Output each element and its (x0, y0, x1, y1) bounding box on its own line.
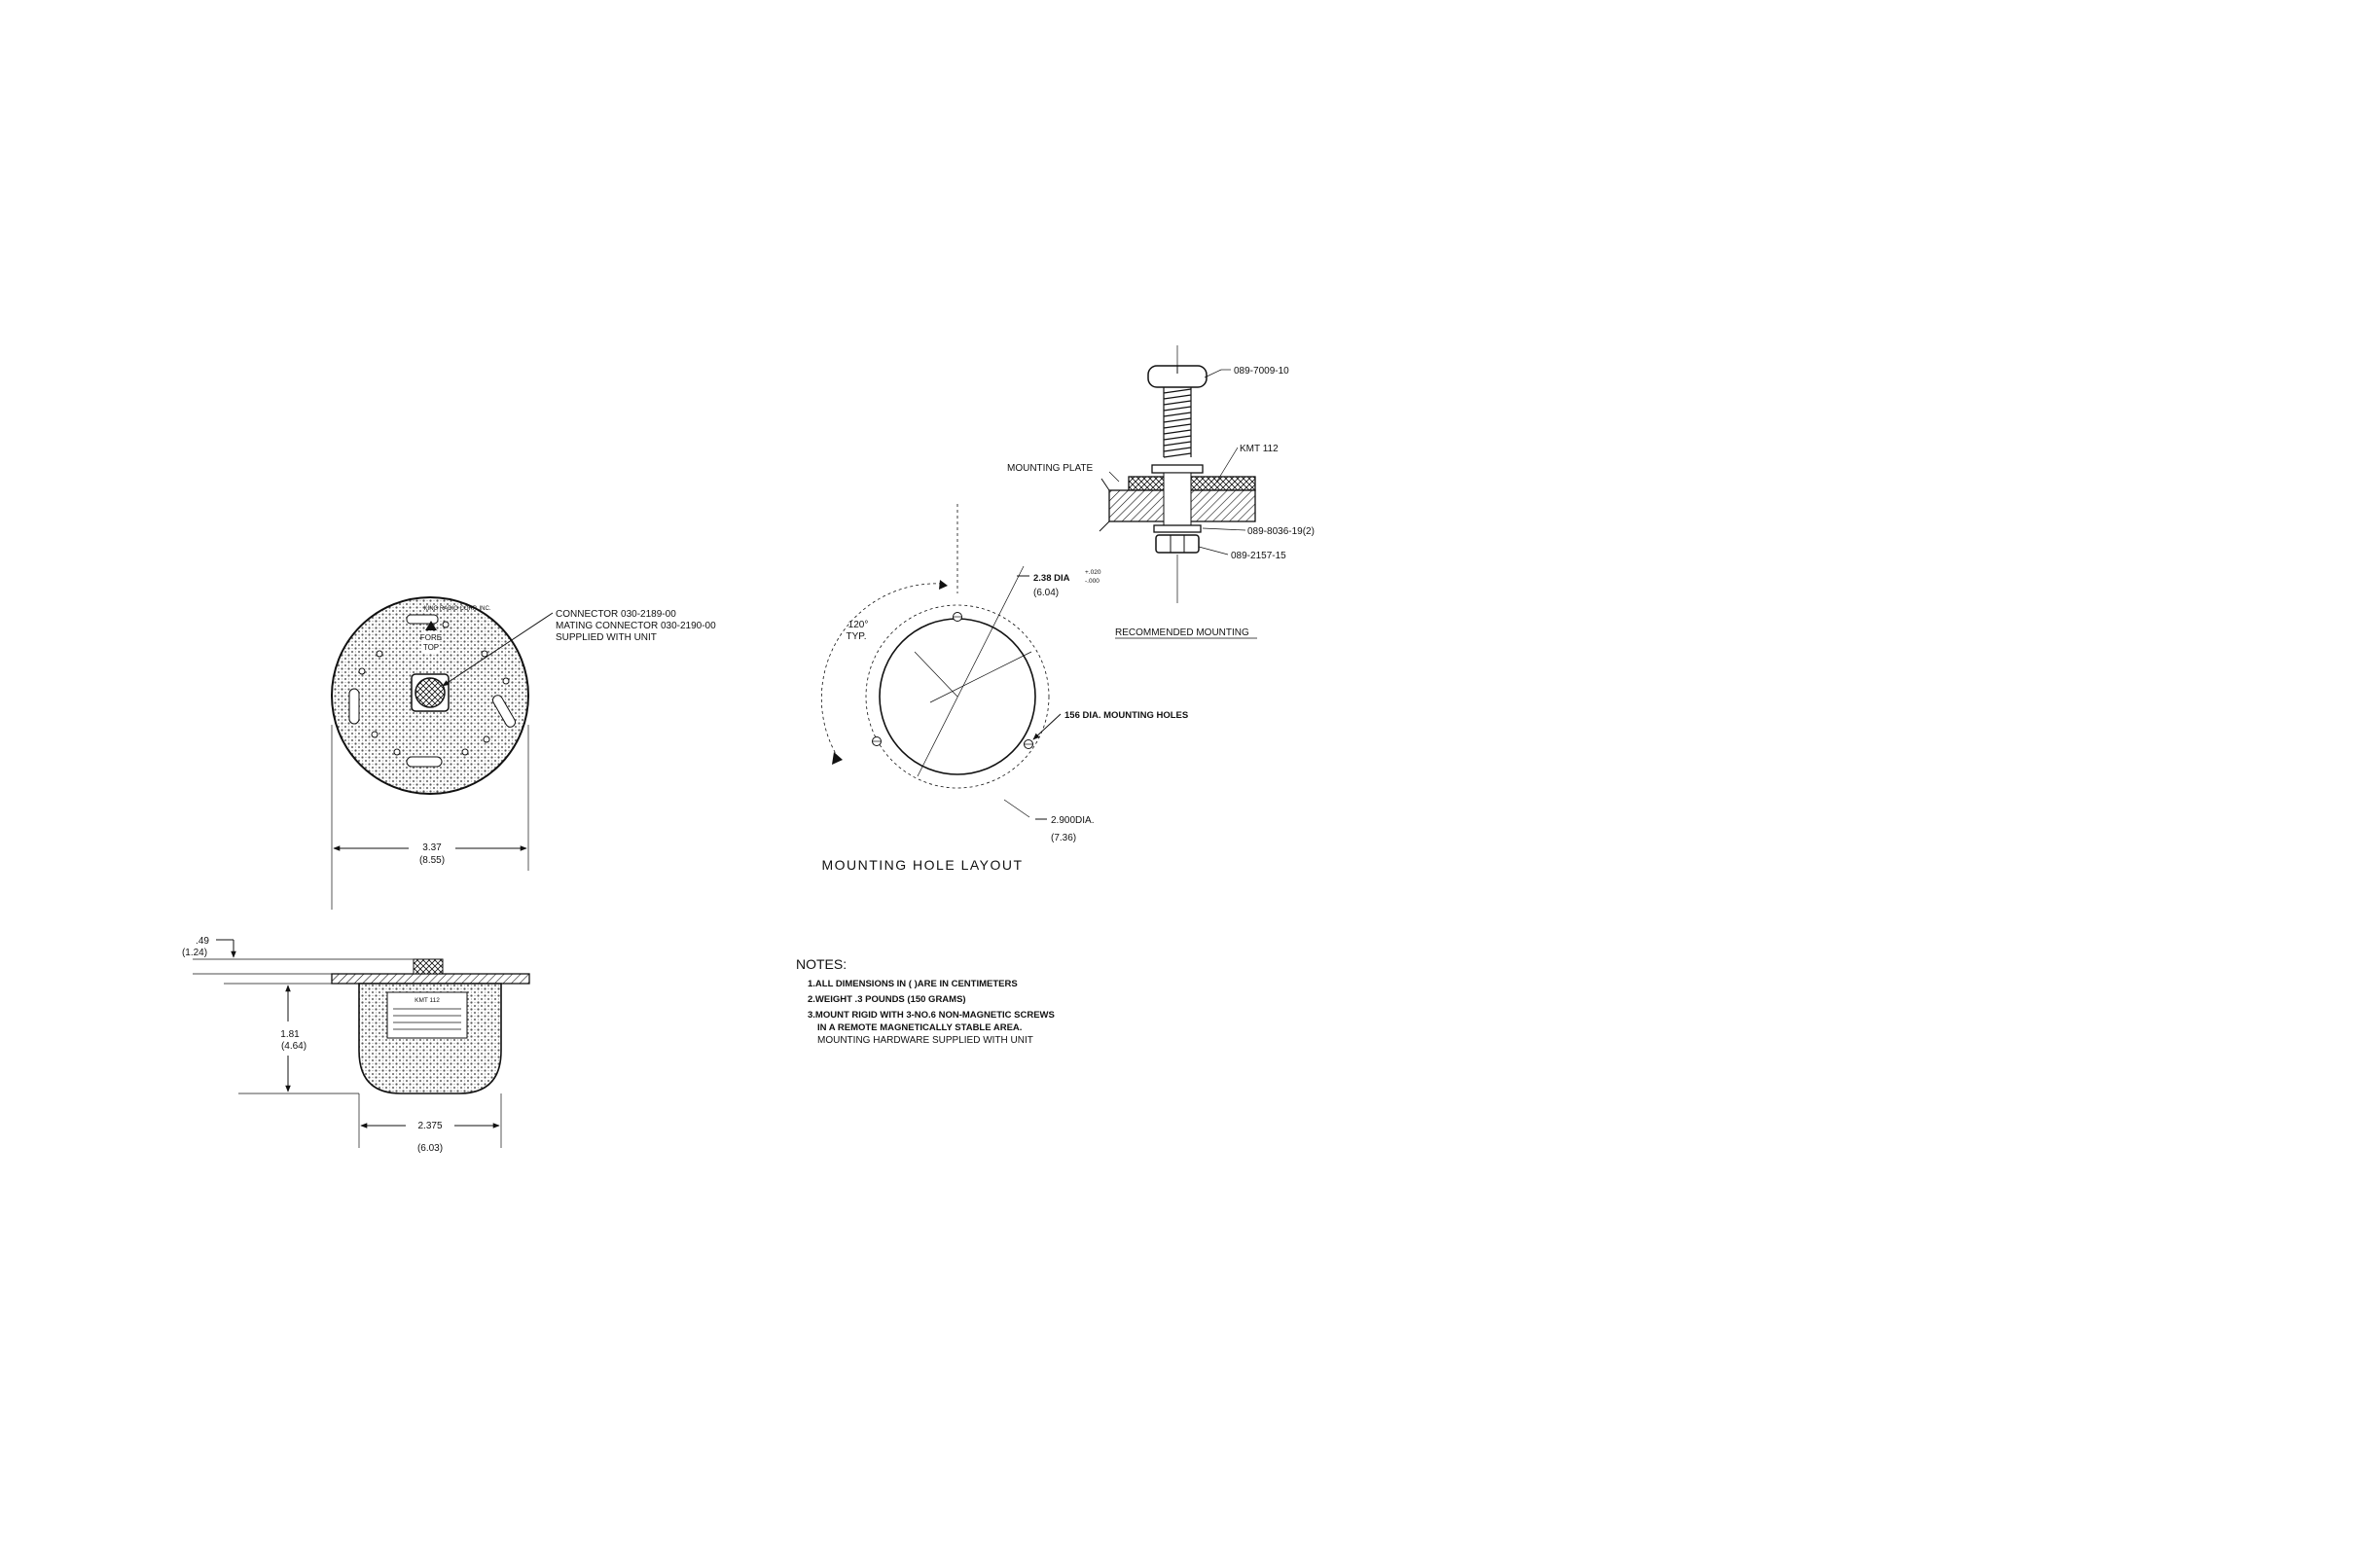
side-flange (332, 974, 529, 984)
connector-label: CONNECTOR 030-2189-00 (556, 609, 676, 620)
mounting-hole (377, 651, 382, 657)
note-1: 1.ALL DIMENSIONS IN ( )ARE IN CENTIMETERS (808, 979, 1018, 989)
angle-typ-label: TYP. (846, 631, 867, 642)
note-2: 2.WEIGHT .3 POUNDS (150 GRAMS) (808, 994, 966, 1005)
flange-dim-cm: (1.24) (181, 948, 208, 958)
screw-thread (1164, 387, 1191, 457)
top-width-in: 3.37 (422, 842, 442, 853)
mounting-slot (349, 689, 359, 724)
id-plate-title: KMT 112 (415, 997, 440, 1004)
unit-label: KMT 112 (1240, 444, 1279, 454)
connector-icon (415, 678, 445, 707)
mount-holes-label: 156 DIA. MOUNTING HOLES (1064, 710, 1189, 721)
supplied-label: SUPPLIED WITH UNIT (556, 632, 657, 643)
top-slot (407, 615, 438, 624)
side-width-in: 2.375 (417, 1121, 443, 1131)
washer-part-label: 089-8036-19(2) (1247, 526, 1315, 537)
mounting-hole (372, 732, 378, 737)
circle-dia-cm: (7.36) (1051, 833, 1077, 843)
notes-heading: NOTES: (796, 956, 847, 972)
center-dia-tol-plus: +.020 (1085, 569, 1101, 576)
mounting-hole (503, 678, 509, 684)
note-3-hardware: MOUNTING HARDWARE SUPPLIED WITH UNIT (817, 1035, 1033, 1046)
mounting-slot (407, 757, 442, 767)
upper-washer (1152, 465, 1203, 473)
face-label-top: TOP (422, 643, 440, 652)
angle-label: 120° (847, 620, 869, 630)
center-dia-tol-minus: -.000 (1085, 578, 1100, 585)
notes (796, 956, 1055, 1046)
unit-flange (1129, 477, 1255, 490)
side-view (182, 936, 529, 1154)
center-dia-cm: (6.04) (1033, 588, 1060, 598)
screw-part-label: 089-7009-10 (1234, 366, 1289, 376)
top-view (332, 597, 716, 910)
mounting-hole (462, 749, 468, 755)
height-dim-cm: (4.64) (280, 1041, 307, 1052)
mounting-hole (443, 622, 449, 627)
circle-dia-label: 2.900DIA. (1051, 815, 1095, 826)
recommended-mounting-title: RECOMMENDED MOUNTING (1115, 627, 1249, 638)
top-width-cm: (8.55) (418, 855, 446, 866)
maker-text: KING RADIO CORP. INC. (423, 606, 491, 612)
mounting-plate-label: MOUNTING PLATE (1007, 463, 1094, 474)
height-dim-in: 1.81 (280, 1029, 300, 1040)
lower-washer (1154, 525, 1201, 532)
mounting-hole-layout (821, 504, 1188, 873)
center-dia-label: 2.38 DIA (1033, 573, 1070, 584)
mounting-hole (482, 651, 487, 657)
hole-layout-title: MOUNTING HOLE LAYOUT (821, 857, 1024, 873)
face-label-fore: FORE (419, 633, 443, 642)
note-3-cont: IN A REMOTE MAGNETICALLY STABLE AREA. (817, 1022, 1023, 1033)
side-connector (414, 959, 443, 974)
mounting-hole (484, 736, 489, 742)
note-3: 3.MOUNT RIGID WITH 3-NO.6 NON-MAGNETIC SCREWS (808, 1010, 1055, 1021)
side-width-cm: (6.03) (416, 1143, 444, 1154)
mounting-hole (394, 749, 400, 755)
mounting-hole (359, 668, 365, 674)
mating-connector-label: MATING CONNECTOR 030-2190-00 (556, 621, 716, 631)
hex-nut (1156, 535, 1199, 553)
nut-part-label: 089-2157-15 (1231, 551, 1286, 561)
flange-dim-in: .49 (196, 936, 209, 947)
